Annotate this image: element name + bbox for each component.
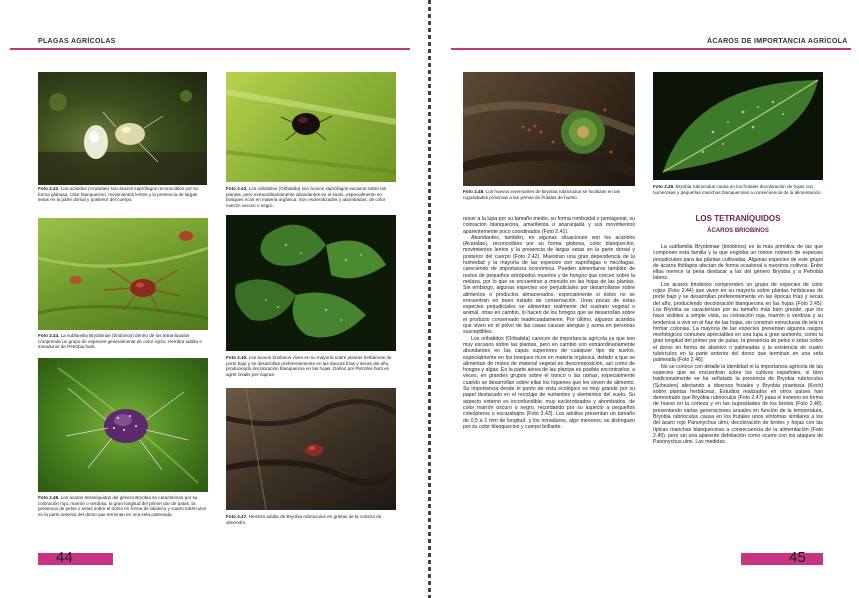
- body-paragraph: nocer a la lupa por su tamaño medio, su forma romboidal o pentagonal, su coloración blanquecina, amarillenta o anaranjada y sus movimientos aparentemente poco coordinados (Foto 2.41).: [463, 216, 635, 235]
- photo-bryobiinae: [38, 218, 208, 330]
- right-page-number-bar: [741, 553, 823, 565]
- caption-text: Los ácaros tetraníquidos del género Bryobia se caracterizan por su coloración roja, marrón o verdosa, la gran longitud del primer par de patas, la presencia de pelos o setas sobre el dorso en forma de abanico y cuatro tubérculos en la parte anterior del dorso que terminan en una seta palmeada.: [38, 495, 207, 518]
- caption-text: La subfamilia Bryobiinae (briobinos) dentro de los tetraníquidos comprende un grupo de especies generalmente de color rojizo. Hembra adulta e inmaduros de Petrobia harti.: [38, 333, 202, 350]
- right-page: [431, 0, 859, 598]
- caption-foto-2-48: [463, 189, 635, 200]
- caption-foto-2-49: [653, 184, 823, 195]
- right-page-header: ÁCAROS DE IMPORTANCIA AGRÍCOLA: [707, 38, 848, 45]
- right-header-rule: [451, 48, 851, 50]
- caption-foto-2-44: [38, 333, 208, 350]
- left-page-number-bar: [38, 553, 113, 565]
- caption-text: Los acáridos (Acaridae) son ácaros saprófagos reconocibles por su forma globosa, color blanquecino, movimientos lentos y la presencia de largas setas en la parte dorsal y posterior del cuerpo.: [38, 186, 199, 203]
- right-page-number: 45: [789, 549, 806, 566]
- caption-text: Los ácaros briobinos viven en su mayoría sobre plantas herbáceas de porte bajo y se desarrollan preferentemente en las épocas frías y secas del año, produciendo decoloración blanquecina en las hojas. Daños por Petrobia harti en agret Oxalis per-caprae.: [226, 355, 392, 378]
- left-page: [0, 0, 428, 598]
- caption-text: Los huevos invernantes de Bryobia rubrioculus se localizan en las rugosidades próximas a las yemas de frutales de hueso.: [463, 189, 621, 200]
- left-page-number: 44: [56, 549, 73, 566]
- left-page-header: PLAGAS AGRÍCOLAS: [38, 38, 116, 45]
- photo-oribatida: [226, 72, 396, 182]
- body-paragraph: Abundantes, también, en algunas situaciones son los acáridos (Acaridae), reconocibles por su forma globosa, color blanquecino, movimientos lentos y la presencia de largas setas en la parte dorsal y posterior del cuerpo (Foto 2.42). Muestran una gran dependencia de la humedad y la mayoría de las especies son saprófagas o micófagas, careciendo de importancia económica. Pueden alimentarse también de restos de pequeños artrópodos muertos y de hongos que crecen sobre la melaza, por lo que se encuentran a menudo en las hojas de las plantas. Sin embargo, algunas especies son perjudiciales por desarrollarse sobre alimentos o productos almacenados, especialmente si éstos no se encuentran en buen estado de conservación. Unas pocas de estas especies perjudiciales se alimentan realmente del sustrato vegetal o animal, otras en cambio, lo hacen de los hongos que se desarrollan sobre el producto conservado inadecuadamente. Por último, algunos acáridos que viven en el polvo de las casas causan alergias y asma en personas susceptibles.: [463, 234, 635, 336]
- caption-label: Foto 2.46.: [38, 495, 60, 500]
- caption-foto-2-45: [226, 355, 398, 378]
- body-paragraph: Los ácaros briobinos comprenden un grupo de especies de color rojizo (Foto 2.44) que viven en su mayoría sobre plantas herbáceas de porte bajo y se desarrollan preferentemente en las épocas frías y secas del año, produciendo decoloración blanquecina en las hojas (Foto 2.45). Los Bryobia se caracterizan por su tamaño más bien grande, que los hace visibles a simple vista, su coloración roja, marrón o verdosa y su tendencia a vivir en el haz de las hojas, sin construir estructuras de tela ni formar colonias. La mayoría de las especies presentan algunos rasgos morfológicos comunes apreciables en una lupa a gran aumento, como la gran longitud del primer par de patas, la presencia de pelos o setas sobre el dorso en forma de abanico o palmeadas y la existencia de cuatro tubérculos en la parte anterior del dorso que terminan en una seta palmeada (Foto 2.46).: [653, 281, 823, 364]
- caption-label: Foto 2.43.: [226, 186, 248, 191]
- body-paragraph: La subfamilia Bryobiinae (briobinos) es la más primitiva de las que componen esta familia y la que engloba un menor número de especies perjudiciales para las plantas cultivadas. Algunas especies de este grupo de ácaros fitófagos afectan de forma ocasional a nuestros cultivos. Entre ellas merece la pena destacar a las del género Bryobia y a Petrobia latens.: [653, 244, 823, 282]
- caption-foto-2-42: [38, 186, 208, 203]
- photo-overwintering-eggs: [463, 72, 635, 186]
- caption-foto-2-43: [226, 186, 398, 209]
- subsection-title: ÁCAROS BRIOBINOS: [707, 228, 769, 234]
- body-paragraph: No se conoce con detalle la identidad ni la importancia agrícola de las especies que se encuentran sobre los cultivos españoles, si bien tradicionalmente se ha señalado la presencia de Bryobia rubrioculus (Scheuten) afectando a diversos frutales y Bryobia praetiosa (Koch) sobre plantas herbáceas. Estudios realizados en otros países han demostrado que Bryobia rubrioculus (Foto 2.47) pasa el invierno en forma de huevo en la corteza y en las rugosidades de los brotes (Foto 2.48), presentando varias generaciones anuales en función de la temperatura. Bryobia rubrioculus causa en los frutales unos síntomas similares a los del ácaro rojo Panonychus ulmi, decoloración de brotes y hojas con las típicas manchas blanquecinas a consecuencia de la alimentación (Foto 2.49), pero sin una aparente defoliación como ocurre con los ataques de Panonychus ulmi. Las medidas: [653, 363, 823, 446]
- caption-text: Bryobia rubrioculus causa en los frutales decoloración de hojas con numerosas y pequeñas manchas blanquecinas a consecuencia de la alimentación.: [653, 184, 822, 195]
- caption-label: Foto 2.47.: [226, 514, 248, 519]
- body-column-1: [463, 216, 635, 430]
- caption-label: Foto 2.44.: [38, 333, 60, 338]
- caption-label: Foto 2.48.: [463, 189, 485, 194]
- photo-acaridae: [38, 72, 207, 185]
- caption-text: Los oribátidos (Oribatida) son ácaros saprófagos escasos sobre las plantas, pero extraordinariamente abundantes en el suelo, especialmente en bosques ricos en materia orgánica. Son esclerotizados y abombados, de color marrón oscuro o negro.: [226, 186, 387, 209]
- body-column-2: [653, 244, 823, 446]
- left-header-rule: [10, 48, 410, 50]
- body-paragraph: Los oribátidos (Oribatida) carecen de importancia agrícola ya que son muy escasos sobre las plantas, pero en cambio son extraordinariamente abundantes en las capas superiores de cualquier tipo de suelos, especialmente en los bosques ricos en materia orgánica, debido a que se alimentan de restos de material vegetal en descomposición, así como de hongos y algas. En la parte aérea de las plantas es posible encontrarlos, a veces, en grandes grupos sobre el tronco o las ramas, especialmente cuando se desarrollan sobre ellas los líquenes que les sirven de alimento. Su importancia desde el punto de vista ecológico es muy grande por su papel destacado en el reciclaje de nutrientes y elementos del suelo. Su aspecto externo es inconfundible, muy esclerotizados y abombados, de color marrón oscuro o negro, recordando por su aspecto a pequeños coleópteros o escarabajos (Foto 2.43). Los adultos presentan un tamaño de 0,5 a 1 mm de longitud, y los inmaduros, algo menores, se distinguen por su color blanquecino y cuerpo brillante.: [463, 335, 635, 430]
- section-title: LOS TETRANÍQUIDOS: [695, 214, 781, 223]
- photo-oxalis-damage: [226, 215, 396, 351]
- caption-foto-2-47: [226, 514, 398, 525]
- caption-label: Foto 2.49.: [653, 184, 675, 189]
- caption-label: Foto 2.45.: [226, 355, 248, 360]
- photo-bark: [226, 388, 396, 510]
- photo-bryobia: [38, 358, 208, 492]
- caption-label: Foto 2.42.: [38, 186, 60, 191]
- caption-text: Hembra adulta de Bryobia rubrioculus en grietas de la corteza de almendro.: [226, 514, 382, 525]
- photo-leaf-damage: [653, 72, 823, 180]
- caption-foto-2-46: [38, 495, 208, 518]
